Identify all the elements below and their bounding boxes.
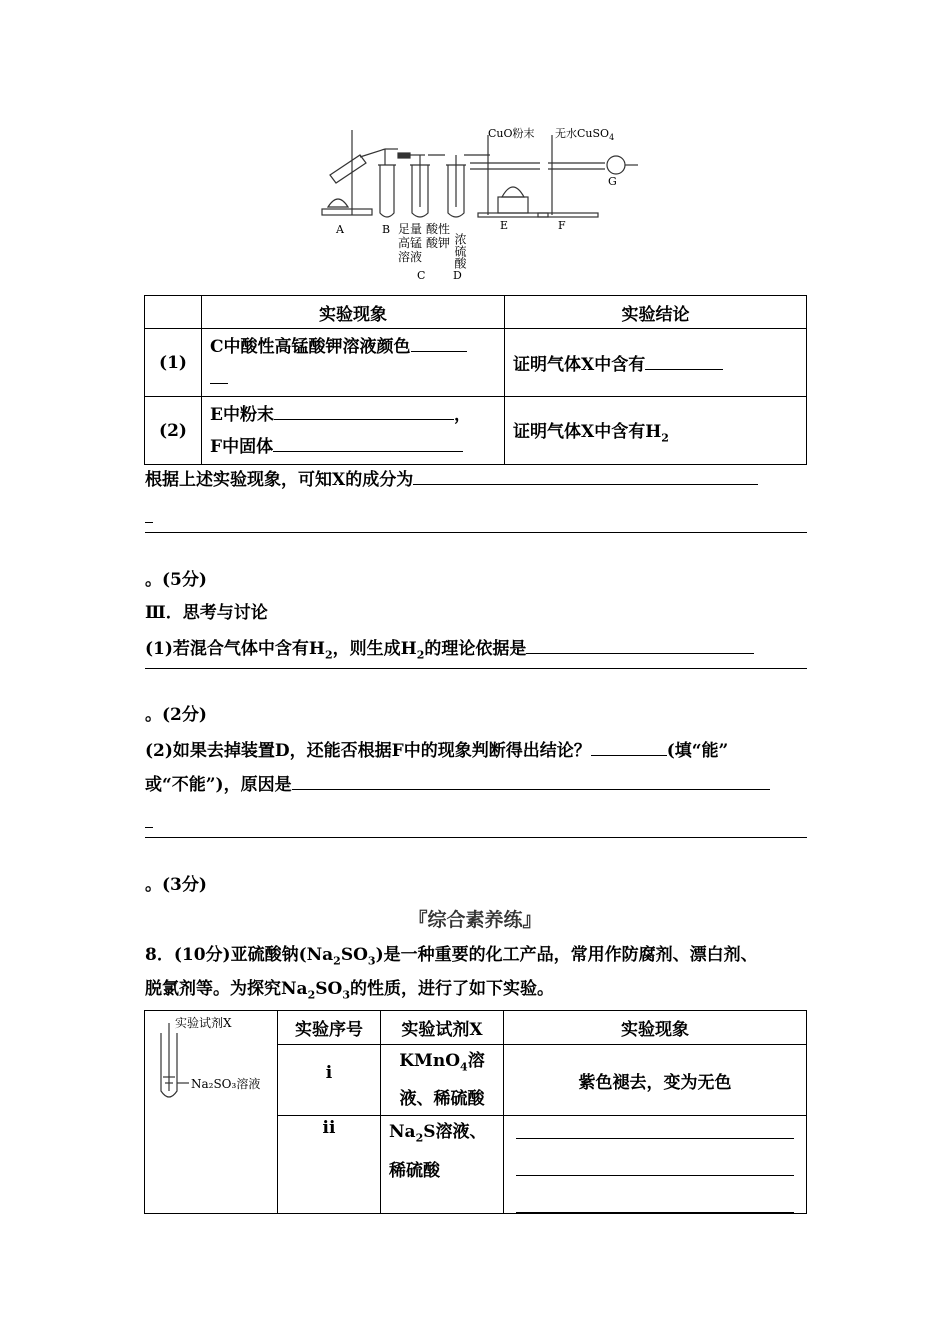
table1-row1-phenomenon: C中酸性高锰酸钾溶液颜色: [202, 329, 505, 397]
blank-ii-phenomenon-3[interactable]: [516, 1194, 794, 1213]
section-heading: 『综合素养练』: [408, 909, 542, 931]
table1-header-empty: [145, 296, 202, 329]
label-f: F: [558, 219, 566, 232]
question-2-line2: 或“不能”)，原因是: [145, 771, 807, 797]
question-8-line1: 8．(10分)亚硫酸钠$(Na_2SO_3)$是一种重要的化工产品，常用作防腐剂、漂白剂、: [145, 945, 758, 968]
table2-header-num: 实验序号: [278, 1011, 381, 1045]
table1-header-phenomenon: 实验现象: [202, 296, 505, 329]
question-2-line1: (2)如果去掉装置D，还能否根据F中的现象判断得出结论？ (填“能”: [145, 737, 807, 763]
score-5: 。(5分): [145, 570, 207, 590]
table1-row1-num: (1): [145, 329, 202, 397]
conclusion-question: 根据上述实验现象，可知X的成分为: [145, 466, 807, 492]
label-cuo: CuO粉末: [488, 127, 535, 140]
apparatus-figure: [300, 125, 650, 285]
experiment-table-1: [144, 295, 807, 465]
experiment-table-2: [144, 1010, 807, 1214]
label-d: D: [453, 269, 462, 282]
label-c: C: [417, 269, 426, 282]
table1-row2-num: (2): [145, 397, 202, 465]
blank-x-composition[interactable]: [413, 466, 758, 485]
answer-rule-1[interactable]: [145, 532, 807, 533]
question-1: (1)若混合气体中含有$H_2$，则生成$H_2$的理论依据是: [145, 635, 807, 667]
label-a: A: [336, 223, 344, 236]
blank-q1-basis[interactable]: [526, 635, 754, 654]
table2-row2-num: ii: [278, 1116, 381, 1214]
table2-header-phenomenon: 实验现象: [504, 1011, 807, 1045]
label-d-reagent: 浓硫酸: [453, 233, 467, 269]
test-tube-figure-cell: [145, 1011, 278, 1214]
blank-f-solid[interactable]: [273, 433, 463, 452]
conclusion-cont: [145, 504, 807, 530]
blank-q2-can[interactable]: [591, 737, 667, 756]
blank-q2-reason-cont[interactable]: [145, 809, 153, 828]
label-cuso4: 无水CuSO$_4$: [555, 127, 615, 142]
section-3-title: Ⅲ．思考与讨论: [145, 603, 268, 623]
question-2-cont: [145, 809, 807, 835]
table2-row2-phenomenon: [504, 1116, 807, 1214]
label-c-reagent-3: 溶液: [398, 250, 423, 264]
fig-reagent-label: 实验试剂X: [175, 1016, 232, 1030]
table2-header-reagent: 实验试剂X: [381, 1011, 504, 1045]
table2-row1-num: i: [278, 1045, 381, 1116]
blank-e-powder[interactable]: [274, 401, 454, 420]
label-c-reagent-5: 酸钾: [426, 236, 451, 250]
label-c-reagent-2: 高锰: [398, 236, 423, 250]
label-c-reagent-4: 酸性: [426, 222, 451, 236]
table1-row2-conclusion: 证明气体X中含有$H_2$: [505, 397, 807, 465]
table1-header-conclusion: 实验结论: [505, 296, 807, 329]
label-g: G: [608, 175, 617, 188]
table2-row2-reagent: $Na_2S$溶液、 稀硫酸: [381, 1116, 504, 1214]
score-3: 。(3分): [145, 875, 207, 895]
label-e: E: [500, 219, 509, 232]
blank-ii-phenomenon-1[interactable]: [516, 1120, 794, 1139]
blank-q2-reason[interactable]: [292, 771, 770, 790]
answer-rule-3[interactable]: [145, 837, 807, 838]
blank-ii-phenomenon-2[interactable]: [516, 1157, 794, 1176]
blank-c-color-cont[interactable]: [210, 365, 228, 384]
fig-solution-label: Na₂SO₃溶液: [191, 1077, 261, 1091]
question-8-line2: 脱氯剂等。为探究$Na_2SO_3$的性质，进行了如下实验。: [145, 979, 554, 1002]
table1-row1-conclusion: 证明气体X中含有: [505, 329, 807, 397]
blank-c-color[interactable]: [411, 333, 467, 352]
table2-row1-reagent: KMnO$_4$溶 液、稀硫酸: [381, 1045, 504, 1116]
blank-x-composition-cont[interactable]: [145, 504, 153, 523]
label-c-reagent-1: 足量: [398, 222, 423, 236]
blank-x-contains[interactable]: [645, 351, 723, 370]
table2-row1-phenomenon: 紫色褪去，变为无色: [504, 1045, 807, 1116]
answer-rule-2[interactable]: [145, 668, 807, 669]
test-tube-figure: [145, 1011, 277, 1131]
table1-row2-phenomenon: E中粉末 ， F中固体: [202, 397, 505, 465]
label-b: B: [382, 223, 391, 236]
score-2: 。(2分): [145, 705, 207, 725]
